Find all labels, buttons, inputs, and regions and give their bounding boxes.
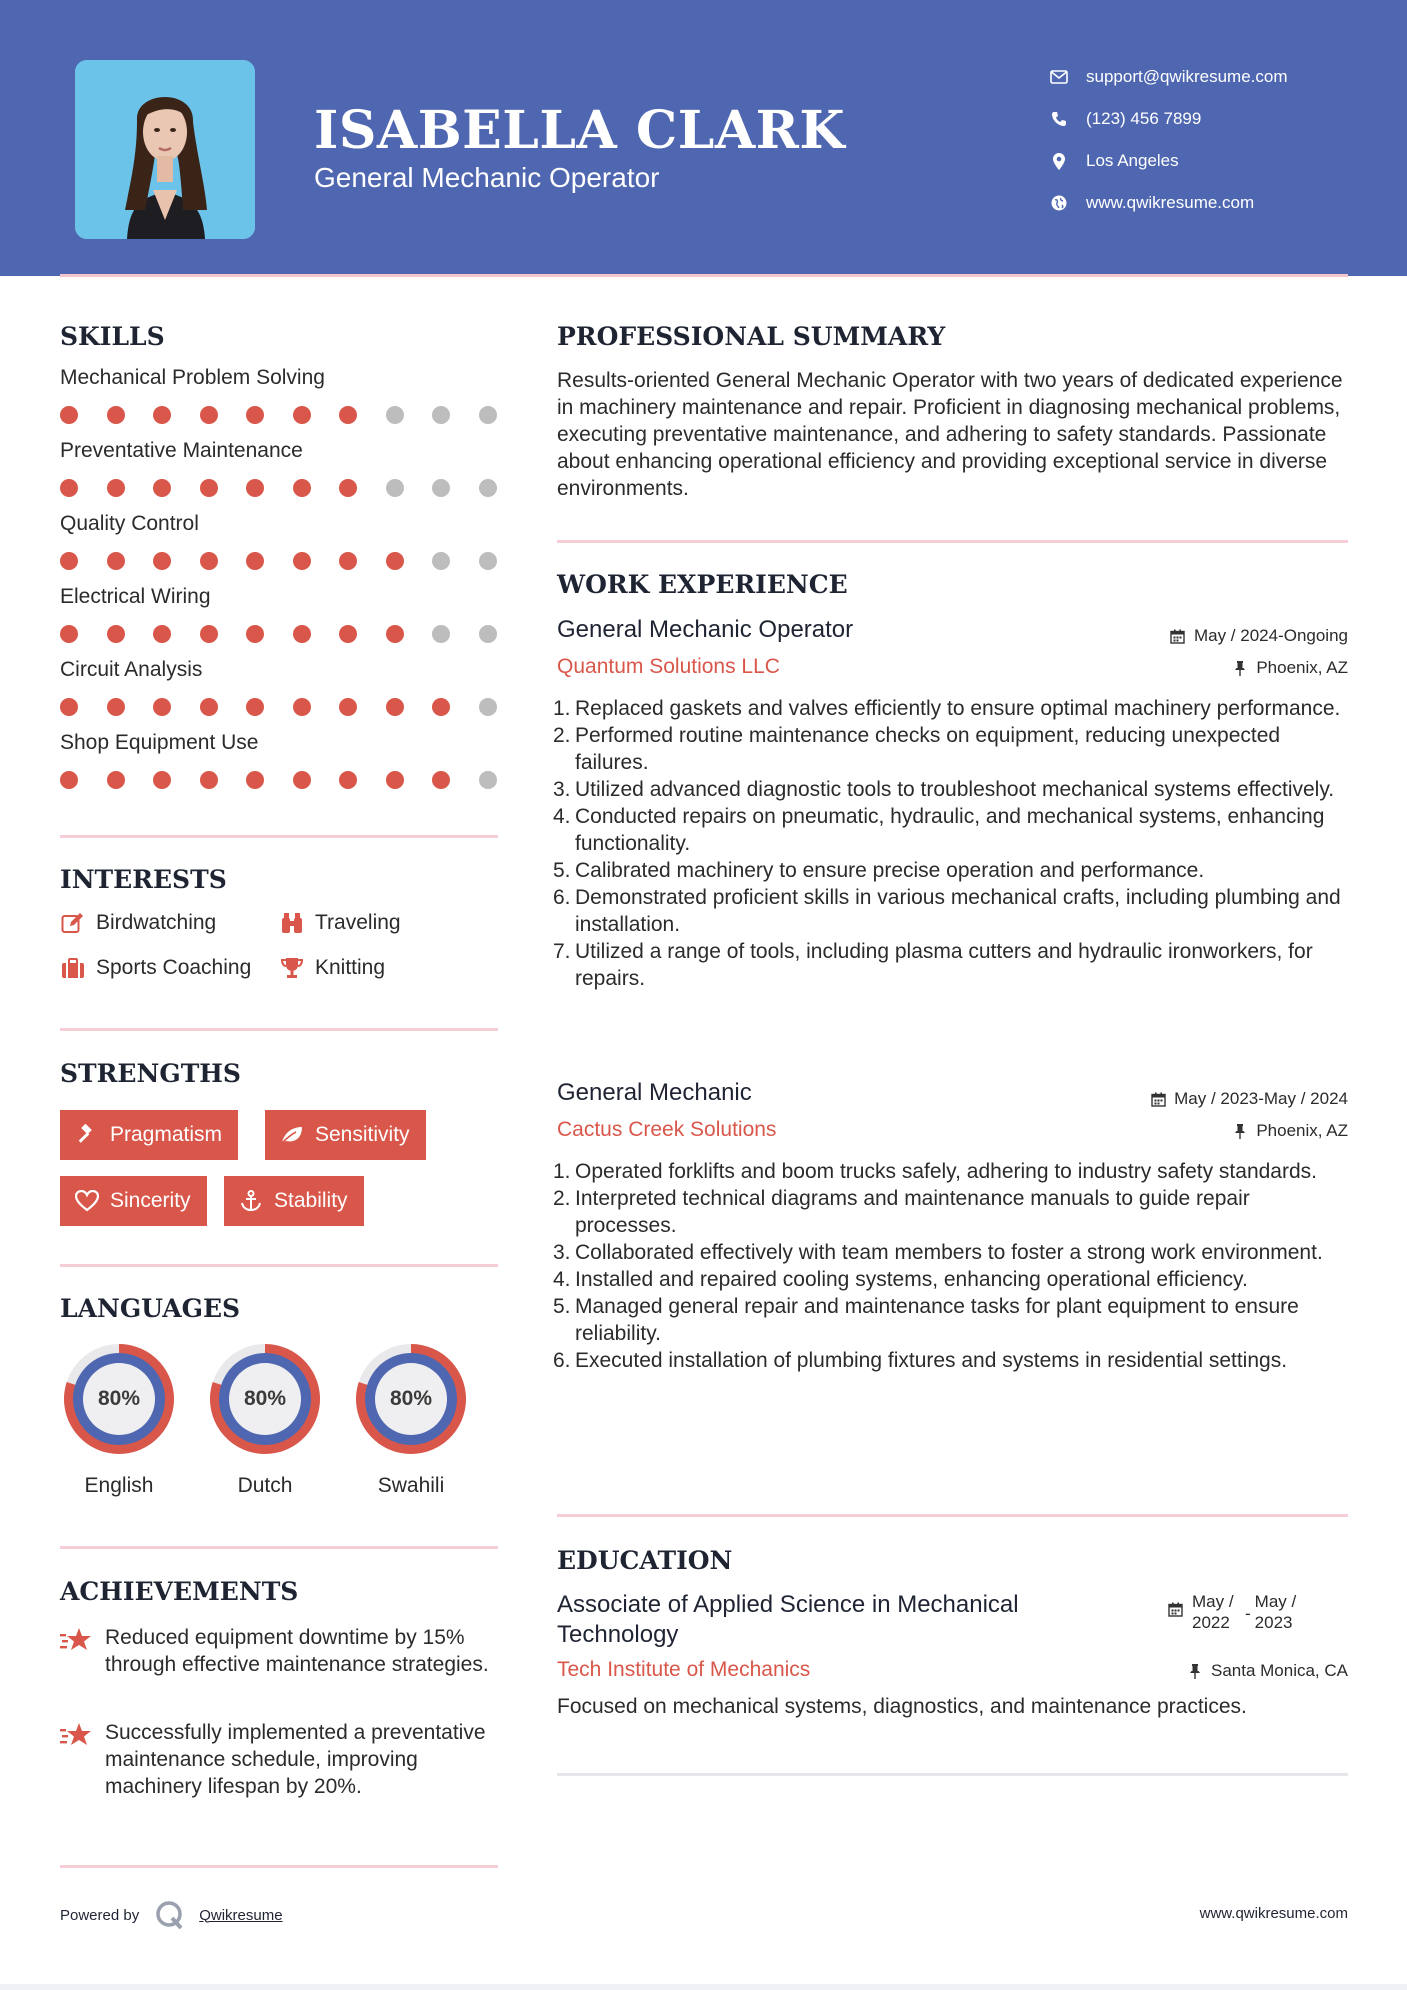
language-item (350, 1338, 472, 1497)
job-location-text: Phoenix, AZ (1256, 658, 1348, 677)
skill-dot-filled (246, 771, 264, 789)
skill-dot-filled (386, 625, 404, 643)
job-duty-text: Calibrated machinery to ensure precise operation and performance. (575, 859, 1205, 882)
profile-photo (75, 60, 255, 239)
pushpin-icon (1232, 660, 1248, 676)
interests-heading: INTERESTS (60, 865, 227, 894)
language-percent: 80% (97, 1387, 141, 1410)
interest-label: Traveling (315, 911, 401, 934)
skill-item (60, 512, 500, 574)
skill-dot-filled (153, 552, 171, 570)
skill-dot-filled (60, 479, 78, 497)
experience-divider (557, 1514, 1348, 1517)
language-name: Dutch (237, 1474, 293, 1497)
contact-location-text: Los Angeles (1086, 151, 1179, 170)
header-divider (60, 274, 1348, 277)
skill-dot-empty (479, 771, 497, 789)
education-dates (1168, 1591, 1311, 1633)
skill-dot-filled (293, 406, 311, 424)
qwikresume-logo-icon (155, 1900, 185, 1930)
skill-dot-empty (386, 479, 404, 497)
education-end: May / 2023 (1254, 1592, 1297, 1632)
job-location (1232, 1121, 1348, 1141)
skill-dot-filled (246, 625, 264, 643)
contact-phone-text: (123) 456 7899 (1086, 109, 1202, 128)
skill-dot-filled (200, 479, 218, 497)
skill-rating (60, 406, 500, 426)
job-duty-text: Interpreted technical diagrams and maintenance manuals to guide repair processes. (575, 1187, 1250, 1237)
experience-heading: WORK EXPERIENCE (557, 570, 848, 599)
job-duty: 4. Conducted repairs on pneumatic, hydraulic, and mechanical systems, enhancing functionality. (553, 805, 1325, 855)
skill-dot-filled (107, 552, 125, 570)
job-duty: 6. Executed installation of plumbing fixtures and systems in residential settings. (553, 1349, 1288, 1372)
language-percent: 80% (243, 1387, 287, 1410)
skill-dot-filled (153, 479, 171, 497)
pencil-square-icon (60, 911, 86, 935)
footer-branding (60, 1900, 283, 1930)
skills-heading: SKILLS (60, 322, 165, 351)
contact-email[interactable] (1048, 56, 1378, 98)
contact-location (1048, 140, 1378, 182)
job-duty-text: Collaborated effectively with team members to foster a strong work environment. (575, 1241, 1323, 1264)
skill-dot-filled (60, 698, 78, 716)
education-description: Focused on mechanical systems, diagnostics, and maintenance practices. (557, 1695, 1247, 1718)
skill-dot-filled (293, 479, 311, 497)
contact-website-text: www.qwikresume.com (1086, 193, 1255, 212)
job-title: General Mechanic Operator (557, 616, 854, 643)
interest-label: Knitting (315, 956, 386, 979)
skill-dot-filled (293, 625, 311, 643)
skill-dot-filled (339, 625, 357, 643)
company-name: Quantum Solutions LLC (557, 655, 780, 678)
strength-badge (265, 1110, 426, 1160)
pushpin-icon (1187, 1663, 1203, 1679)
job-duty-text: Replaced gaskets and valves efficiently to ensure optimal machinery performance. (575, 697, 1341, 720)
skill-dot-empty (432, 406, 450, 424)
skill-dot-filled (200, 552, 218, 570)
skill-dot-filled (60, 771, 78, 789)
skill-dot-filled (339, 479, 357, 497)
interest-item (279, 911, 401, 935)
footer-website-link[interactable]: www.qwikresume.com (1199, 1905, 1348, 1922)
pushpin-icon (1232, 1123, 1248, 1139)
strength-label: Sensitivity (315, 1123, 410, 1146)
strength-label: Sincerity (110, 1189, 191, 1212)
skill-dot-filled (246, 479, 264, 497)
skill-dot-filled (60, 406, 78, 424)
languages-heading: LANGUAGES (60, 1294, 241, 1323)
star-badge-icon (60, 1626, 92, 1654)
resume-header (0, 0, 1407, 276)
skill-dot-empty (479, 552, 497, 570)
skill-dot-empty (479, 698, 497, 716)
skill-rating (60, 698, 500, 718)
company-name: Cactus Creek Solutions (557, 1118, 777, 1141)
summary-text: Results-oriented General Mechanic Operator with two years of dedicated experience in machinery maintenance and repair. Proficient in diagnosing mechanical problems, executing preventative maintenance, and adhering to safety standards. Passionate about enhancing operational efficiency and providing exceptional service in diverse environments. (557, 369, 1343, 500)
job-duty: 1. Replaced gaskets and valves efficiently to ensure optimal machinery performance. (553, 697, 1341, 720)
globe-icon (1048, 192, 1070, 214)
candidate-title: General Mechanic Operator (314, 162, 660, 193)
skill-dot-empty (386, 406, 404, 424)
job-duty-text: Conducted repairs on pneumatic, hydraulic, and mechanical systems, enhancing functionality. (575, 805, 1325, 855)
skill-name: Circuit Analysis (60, 658, 203, 681)
trophy-icon (279, 956, 305, 980)
education-date-separator: - (1245, 1604, 1251, 1623)
map-pin-icon (1048, 150, 1070, 172)
language-name: English (84, 1474, 154, 1497)
skill-item (60, 585, 500, 647)
skill-rating (60, 771, 500, 791)
skills-divider (60, 835, 498, 838)
skill-name: Shop Equipment Use (60, 731, 259, 754)
skill-dot-filled (107, 479, 125, 497)
skill-name: Preventative Maintenance (60, 439, 303, 462)
skill-dot-filled (153, 406, 171, 424)
contact-email-text: support@qwikresume.com (1086, 67, 1288, 86)
job-duty-text: Demonstrated proficient skills in various mechanical crafts, including plumbing and installation. (575, 886, 1341, 936)
interest-label: Birdwatching (96, 911, 217, 934)
strength-label: Pragmatism (110, 1123, 223, 1146)
job-duty: 6. Demonstrated proficient skills in various mechanical crafts, including plumbing and installation. (553, 886, 1341, 936)
skill-dot-filled (339, 771, 357, 789)
job-duty-text: Operated forklifts and boom trucks safely, adhering to industry safety standards. (575, 1160, 1317, 1183)
language-item (58, 1338, 180, 1497)
strength-label: Stability (274, 1189, 348, 1212)
skill-dot-filled (60, 625, 78, 643)
skill-dot-filled (432, 771, 450, 789)
summary-heading: PROFESSIONAL SUMMARY (557, 322, 946, 351)
skill-dot-filled (200, 406, 218, 424)
page-bottom-strip (0, 1984, 1407, 1990)
skill-dot-filled (432, 698, 450, 716)
job-duty: 2. Performed routine maintenance checks on equipment, reducing unexpected failures. (553, 724, 1281, 774)
job-dates-text: May / 2024-Ongoing (1193, 626, 1348, 645)
contact-list (1048, 56, 1378, 224)
skill-dot-filled (107, 698, 125, 716)
briefcase-icon (60, 956, 86, 980)
job-duty: 4. Installed and repaired cooling systems, enhancing operational efficiency. (553, 1268, 1248, 1291)
binoculars-icon (279, 911, 305, 935)
education-location-text: Santa Monica, CA (1210, 1661, 1348, 1680)
skill-dot-filled (246, 552, 264, 570)
skill-item (60, 366, 500, 428)
job-duty: 5. Managed general repair and maintenance tasks for plant equipment to ensure reliability. (553, 1295, 1299, 1345)
skill-dot-empty (432, 625, 450, 643)
education-start: May / 2022 (1192, 1592, 1234, 1632)
job-dates-text: May / 2023-May / 2024 (1174, 1089, 1348, 1108)
skill-rating (60, 625, 500, 645)
interest-item (60, 911, 216, 935)
interest-item (60, 956, 251, 980)
envelope-icon (1048, 66, 1070, 88)
skill-dot-filled (107, 406, 125, 424)
skill-dot-empty (479, 479, 497, 497)
strengths-divider (60, 1264, 498, 1267)
skill-dot-filled (153, 625, 171, 643)
language-name: Swahili (377, 1474, 445, 1497)
interest-item (279, 956, 385, 980)
education-heading: EDUCATION (557, 1546, 733, 1575)
gavel-icon (74, 1123, 100, 1147)
summary-divider (557, 540, 1348, 543)
achievement-text: Reduced equipment downtime by 15% through effective maintenance strategies. (105, 1626, 489, 1676)
contact-website[interactable] (1048, 182, 1378, 224)
skill-name: Quality Control (60, 512, 199, 535)
skill-dot-empty (479, 625, 497, 643)
education-location (1187, 1661, 1348, 1681)
calendar-icon (1168, 1602, 1184, 1618)
skill-dot-filled (200, 771, 218, 789)
contact-phone[interactable] (1048, 98, 1378, 140)
job-duty: 2. Interpreted technical diagrams and maintenance manuals to guide repair processes. (553, 1187, 1250, 1237)
skill-name: Electrical Wiring (60, 585, 211, 608)
candidate-name: ISABELLA CLARK (314, 100, 846, 161)
language-percent: 80% (389, 1387, 433, 1410)
skill-dot-filled (293, 552, 311, 570)
skill-rating (60, 552, 500, 572)
job-duty-text: Performed routine maintenance checks on equipment, reducing unexpected failures. (575, 724, 1281, 774)
school-name: Tech Institute of Mechanics (557, 1658, 811, 1681)
skill-item (60, 658, 500, 720)
skill-dot-filled (200, 698, 218, 716)
skill-dot-filled (339, 406, 357, 424)
strength-badge (60, 1110, 238, 1160)
skill-dot-filled (107, 625, 125, 643)
job-duties-list (553, 1158, 1352, 1374)
skill-dot-filled (200, 625, 218, 643)
job-duties-list (553, 695, 1352, 992)
job-duty-text: Managed general repair and maintenance tasks for plant equipment to ensure reliability. (575, 1295, 1299, 1345)
achievements-divider (60, 1865, 498, 1868)
education-divider (557, 1773, 1348, 1776)
skill-dot-filled (386, 698, 404, 716)
strength-badge (224, 1176, 364, 1226)
interest-label: Sports Coaching (96, 956, 252, 979)
job-location-text: Phoenix, AZ (1256, 1121, 1348, 1140)
leaf-icon (279, 1123, 305, 1147)
job-duty: 3. Collaborated effectively with team members to foster a strong work environment. (553, 1241, 1323, 1264)
job-duty: 5. Calibrated machinery to ensure precise operation and performance. (553, 859, 1205, 882)
skill-item (60, 439, 500, 501)
degree-title: Associate of Applied Science in Mechanical Technology (557, 1591, 1019, 1648)
skill-name: Mechanical Problem Solving (60, 366, 325, 389)
achievement-item (60, 1624, 500, 1714)
skill-dot-filled (60, 552, 78, 570)
job-duty: 7. Utilized a range of tools, including plasma cutters and hydraulic ironworkers, for repairs. (553, 940, 1313, 990)
skill-dot-filled (153, 698, 171, 716)
heart-icon (74, 1189, 100, 1213)
calendar-icon (1170, 628, 1186, 644)
job-duty: 1. Operated forklifts and boom trucks safely, adhering to industry safety standards. (553, 1160, 1317, 1183)
achievement-text: Successfully implemented a preventative maintenance schedule, improving machinery lifespan by 20%. (105, 1721, 486, 1798)
skill-rating (60, 479, 500, 499)
skill-dot-filled (246, 406, 264, 424)
achievements-heading: ACHIEVEMENTS (60, 1577, 299, 1606)
skill-dot-empty (432, 552, 450, 570)
strengths-heading: STRENGTHS (60, 1059, 241, 1088)
job-dates (1150, 1089, 1348, 1109)
strength-badge (60, 1176, 207, 1226)
skill-item (60, 731, 500, 793)
skill-dot-filled (386, 771, 404, 789)
languages-divider (60, 1546, 498, 1549)
job-duty-text: Utilized advanced diagnostic tools to troubleshoot mechanical systems effectively. (575, 778, 1335, 801)
skill-dot-filled (293, 698, 311, 716)
calendar-icon (1150, 1091, 1166, 1107)
job-duty-text: Installed and repaired cooling systems, enhancing operational efficiency. (575, 1268, 1248, 1291)
job-dates (1170, 626, 1348, 646)
skill-dot-filled (339, 552, 357, 570)
job-duty-text: Utilized a range of tools, including plasma cutters and hydraulic ironworkers, for repairs. (575, 940, 1313, 990)
job-title: General Mechanic (557, 1079, 752, 1106)
star-badge-icon (60, 1721, 92, 1749)
skill-dot-filled (153, 771, 171, 789)
skill-dot-filled (107, 771, 125, 789)
skill-dot-filled (339, 698, 357, 716)
skill-dot-filled (386, 552, 404, 570)
skill-dot-filled (293, 771, 311, 789)
anchor-icon (238, 1189, 264, 1213)
powered-by-label: Powered by (60, 1906, 140, 1924)
phone-icon (1048, 108, 1070, 130)
skill-dot-empty (432, 479, 450, 497)
job-location (1232, 658, 1348, 678)
job-duty-text: Executed installation of plumbing fixtures and systems in residential settings. (575, 1349, 1288, 1372)
brand-link[interactable]: Qwikresume (199, 1906, 283, 1924)
skill-dot-empty (479, 406, 497, 424)
skill-dot-filled (246, 698, 264, 716)
interests-divider (60, 1028, 498, 1031)
achievement-item (60, 1719, 500, 1834)
job-duty: 3. Utilized advanced diagnostic tools to troubleshoot mechanical systems effectively. (553, 778, 1335, 801)
language-item (204, 1338, 326, 1497)
